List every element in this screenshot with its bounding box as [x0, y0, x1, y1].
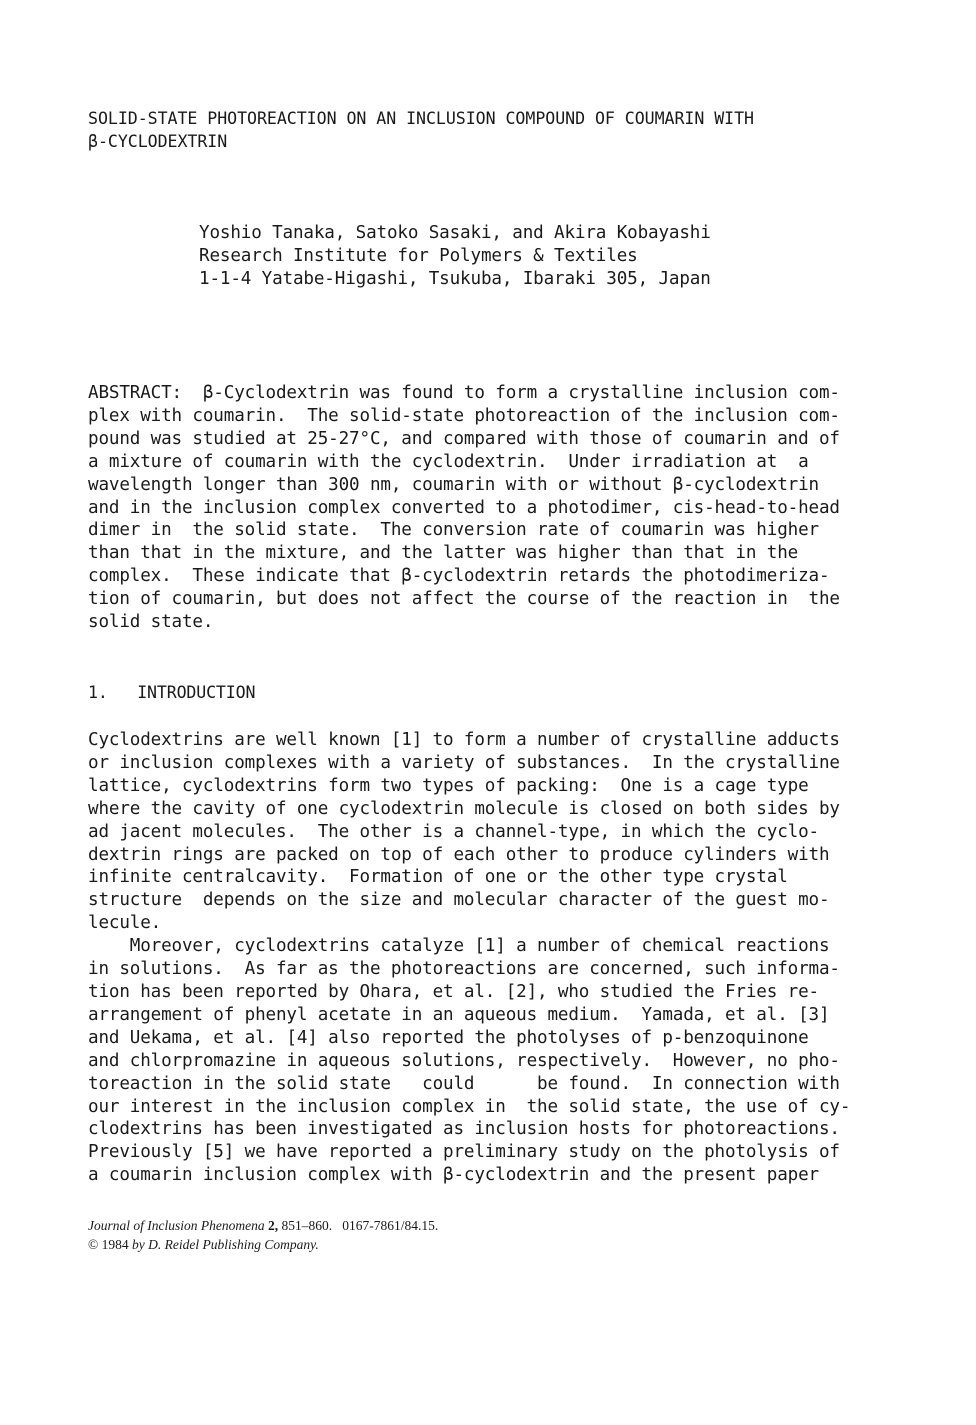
intro-line: dextrin rings are packed on top of each other to produce cylinders with — [88, 844, 830, 865]
section-heading-introduction — [88, 682, 255, 705]
intro-line: toreaction in the solid state could be found. In connection with — [88, 1073, 840, 1094]
publisher-name: by D. Reidel Publishing Company. — [132, 1237, 319, 1252]
intro-line: ad jacent molecules. The other is a channel-type, in which the cyclo- — [88, 821, 819, 842]
intro-line: and Uekama, et al. [4] also reported the photolyses of p-benzoquinone — [88, 1027, 809, 1048]
section-heading: 1. INTRODUCTION — [88, 683, 256, 702]
abstract-line: and in the inclusion complex converted to a photodimer, cis-head-to-head — [88, 497, 840, 518]
journal-name: Journal of Inclusion Phenomena — [88, 1218, 265, 1233]
intro-line: arrangement of phenyl acetate in an aqueous medium. Yamada, et al. [3] — [88, 1004, 830, 1025]
abstract-line: wavelength longer than 300 nm, coumarin with or without β-cyclodextrin — [88, 474, 819, 495]
paper-title — [88, 108, 754, 154]
abstract-line: a mixture of coumarin with the cyclodextrin. Under irradiation at a — [88, 451, 809, 472]
intro-line: Previously [5] we have reported a preliminary study on the photolysis of — [88, 1142, 840, 1163]
abstract-line: than that in the mixture, and the latter was higher than that in the — [88, 543, 799, 564]
intro-line: tion has been reported by Ohara, et al. [2], who studied the Fries re- — [88, 981, 819, 1002]
author-affiliation: Research Institute for Polymers & Textiles — [199, 245, 638, 266]
copyright-prefix: © 1984 — [88, 1237, 133, 1252]
introduction-body — [88, 729, 850, 1187]
intro-line: lattice, cyclodextrins form two types of packing: One is a cage type — [88, 775, 809, 796]
journal-footer — [88, 1216, 438, 1254]
intro-line: Cyclodextrins are well known [1] to form a number of crystalline adducts — [88, 730, 840, 750]
intro-line: lecule. — [88, 913, 162, 934]
title-line: SOLID-STATE PHOTOREACTION ON AN INCLUSION COMPOUND OF COUMARIN WITH — [88, 109, 754, 128]
abstract — [88, 382, 840, 634]
author-address: 1-1-4 Yatabe-Higashi, Tsukuba, Ibaraki 305, Japan — [199, 268, 711, 289]
intro-line: infinite centralcavity. Formation of one or the other type crystal — [88, 867, 788, 888]
abstract-line: dimer in the solid state. The conversion rate of coumarin was higher — [88, 520, 819, 541]
abstract-line: solid state. — [88, 612, 214, 633]
intro-line: our interest in the inclusion complex in the solid state, the use of cy- — [88, 1096, 851, 1117]
journal-pages: 851–860. 0167-7861/84.15. — [278, 1218, 439, 1233]
intro-line: Moreover, cyclodextrins catalyze [1] a number of chemical reactions — [88, 936, 830, 957]
intro-line: in solutions. As far as the photoreactions are concerned, such informa- — [88, 959, 840, 980]
intro-line: structure depends on the size and molecular character of the guest mo- — [88, 890, 830, 911]
intro-line: where the cavity of one cyclodextrin molecule is closed on both sides by — [88, 798, 840, 819]
abstract-line: pound was studied at 25-27°C, and compared with those of coumarin and of — [88, 428, 840, 449]
abstract-line: ABSTRACT: β-Cyclodextrin was found to form a crystalline inclusion com- — [88, 383, 840, 403]
citation-line — [88, 1216, 438, 1235]
abstract-line: tion of coumarin, but does not affect the course of the reaction in the — [88, 589, 840, 610]
intro-line: and chlorpromazine in aqueous solutions, respectively. However, no pho- — [88, 1050, 840, 1071]
abstract-line: complex. These indicate that β-cyclodextrin retards the photodimeriza- — [88, 566, 830, 587]
intro-line: or inclusion complexes with a variety of substances. In the crystalline — [88, 752, 840, 773]
copyright-line — [88, 1235, 438, 1254]
intro-line: a coumarin inclusion complex with β-cyclodextrin and the present paper — [88, 1165, 819, 1186]
author-block — [199, 222, 711, 291]
author-names: Yoshio Tanaka, Satoko Sasaki, and Akira Kobayashi — [199, 223, 711, 243]
journal-volume: 2, — [267, 1218, 279, 1233]
title-line: β-CYCLODEXTRIN — [88, 131, 228, 151]
abstract-line: plex with coumarin. The solid-state photoreaction of the inclusion com- — [88, 405, 840, 426]
intro-line: clodextrins has been investigated as inclusion hosts for photoreactions. — [88, 1119, 840, 1140]
